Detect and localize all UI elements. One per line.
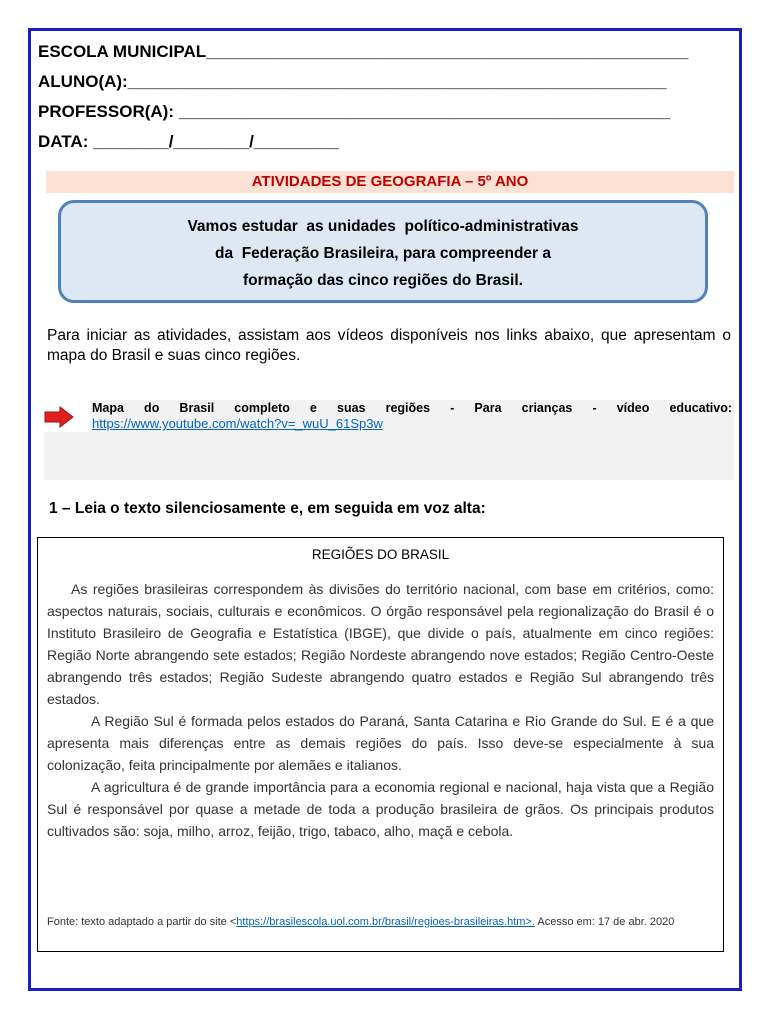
reading-paragraph: As regiões brasileiras correspondem às divisões do território nacional, com base em critérios, como: aspectos naturais, sociais, culturais e econômicos. O órgão responsável pela regionalização do Brasil é o Instituto Brasileiro de Geografia e Estatística (IBGE), que divide o país, atualmente em cinco regiões: Região Norte abrangendo sete estados; Região Nordeste abrangendo nove estados; Região Centro-Oeste abrangendo três estados; Região Sudeste abrangendo quatro estados e Região Sul abrangendo três estados. — [47, 581, 714, 707]
source-suffix: Acesso em: 17 de abr. 2020 — [534, 916, 675, 928]
teacher-field[interactable]: PROFESSOR(A): ____________________________________________________ — [38, 102, 671, 121]
video-section-shade — [44, 432, 90, 480]
question-1: 1 – Leia o texto silenciosamente e, em seguida em voz alta: — [49, 500, 486, 517]
activity-title-banner: ATIVIDADES DE GEOGRAFIA – 5º ANO — [46, 171, 734, 193]
right-arrow-icon — [44, 406, 74, 428]
intro-line: formação das cinco regiões do Brasil. — [243, 272, 523, 289]
reading-paragraph: A Região Sul é formada pelos estados do Paraná, Santa Catarina e Rio Grande do Sul. E é a que apresenta mais diferenças entre as demais regiões do país. Isso deve-se especialmente à sua colonização, feita principalmente por alemães e italianos. — [47, 713, 714, 773]
source-citation — [47, 916, 717, 929]
source-link[interactable]: https://brasilescola.uol.com.br/brasil/regioes-brasileiras.htm>. — [236, 916, 535, 928]
instructions-paragraph: Para iniciar as atividades, assistam aos vídeos disponíveis nos links abaixo, que apresentam o mapa do Brasil e suas cinco regiões. — [47, 327, 731, 364]
intro-line: da Federação Brasileira, para compreender a — [215, 245, 551, 262]
video-link[interactable]: https://www.youtube.com/watch?v=_wuU_61Sp3w — [92, 416, 383, 431]
reading-body — [47, 578, 714, 842]
source-prefix: Fonte: texto adaptado a partir do site < — [47, 916, 237, 928]
student-field[interactable]: ALUNO(A):_________________________________________________________ — [38, 72, 667, 91]
reading-text-box — [37, 537, 724, 952]
intro-callout — [58, 200, 708, 303]
date-field[interactable]: DATA: ________/________/_________ — [38, 132, 339, 151]
school-field[interactable]: ESCOLA MUNICIPAL___________________________________________________ — [38, 42, 689, 61]
video-title: Mapa do Brasil completo e suas regiões - Para crianças - vídeo educativo: — [92, 401, 732, 415]
reading-title: REGIÕES DO BRASIL — [311, 547, 450, 562]
intro-line: Vamos estudar as unidades político-administrativas — [187, 218, 579, 235]
reading-paragraph: A agricultura é de grande importância para a economia regional e nacional, haja vista que a Região Sul é responsável por quase a metade de toda a produção brasileira de grãos. Os principais produtos cultivados são: soja, milho, arroz, feijão, trigo, tabaco, alho, maçã e cebola. — [47, 779, 714, 839]
